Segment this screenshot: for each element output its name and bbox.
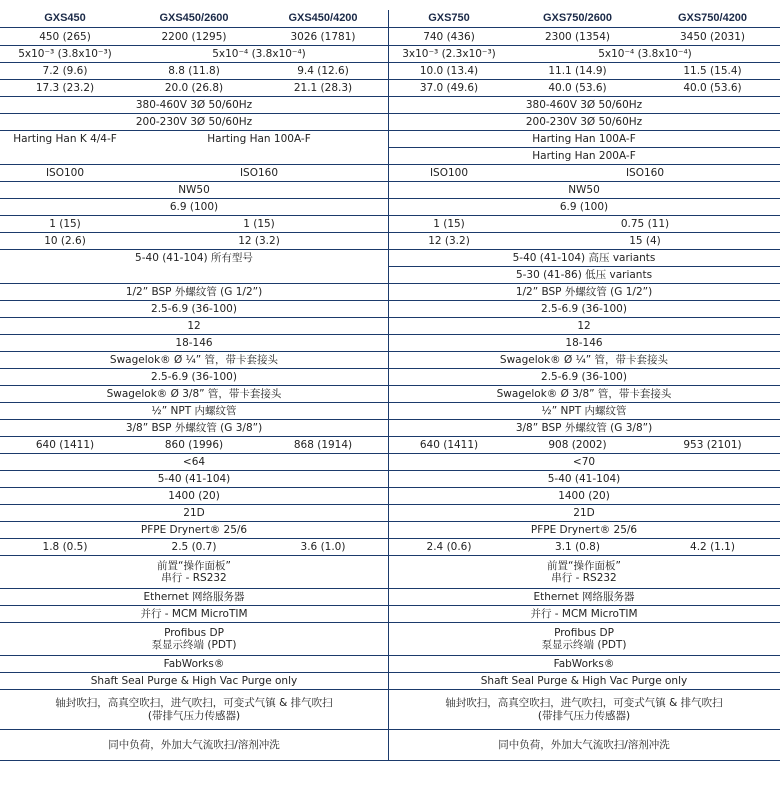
table-row (0, 46, 780, 63)
spec-value: <64 (182, 455, 206, 468)
table-row (0, 522, 780, 539)
spec-value: 6.9 (100) (559, 200, 609, 213)
spec-value: 3.6 (1.0) (300, 540, 346, 553)
spec-value: 15 (4) (629, 234, 661, 247)
model-header: GXS750 (428, 12, 470, 25)
spec-value: Shaft Seal Purge & High Vac Purge only (480, 674, 688, 687)
table-row (0, 589, 780, 606)
spec-value: 1 (15) (49, 217, 81, 230)
model-header: GXS450/4200 (288, 12, 358, 25)
table-row (0, 80, 780, 97)
table-row (0, 97, 780, 114)
spec-value-line: Profibus DP (554, 626, 614, 639)
table-row (0, 131, 780, 148)
table-row (0, 386, 780, 403)
spec-value: 10 (2.6) (44, 234, 86, 247)
table-row (0, 623, 780, 656)
spec-value: 3450 (2031) (680, 30, 745, 43)
model-header: GXS450/2600 (159, 12, 229, 25)
spec-value: 1 (15) (433, 217, 465, 230)
spec-value: PFPE Drynert® 25/6 (530, 523, 638, 536)
spec-value: 17.3 (23.2) (35, 81, 95, 94)
table-row (0, 437, 780, 454)
spec-value: 12 (3.2) (238, 234, 280, 247)
spec-value: Swagelok® Ø ¼” 管，带卡套接头 (109, 353, 279, 366)
table-row (0, 250, 780, 267)
spec-value: 640 (1411) (419, 438, 479, 451)
table-row (0, 233, 780, 250)
spec-value: 908 (2002) (548, 438, 607, 451)
spec-value: 20.0 (26.8) (164, 81, 224, 94)
table-row (0, 352, 780, 369)
spec-value: 5x10⁻⁴ (3.8x10⁻⁴) (212, 47, 306, 60)
spec-value-line: 轴封吹扫，高真空吹扫，进气吹扫，可变式气镇 & 排气吹扫 (55, 697, 333, 710)
table-row (0, 656, 780, 673)
spec-value: 1400 (20) (168, 489, 220, 502)
spec-value: 450 (265) (39, 30, 91, 43)
spec-value-line: (带排气压力传感器) (147, 709, 241, 722)
spec-value: 2.5-6.9 (36-100) (541, 302, 627, 315)
model-header: GXS450 (44, 12, 86, 25)
spec-value: 12 (187, 319, 201, 332)
table-row (0, 199, 780, 216)
spec-value: 953 (2101) (683, 438, 742, 451)
table-row (0, 114, 780, 131)
model-header: GXS750/4200 (677, 12, 748, 25)
header-row (0, 10, 780, 28)
model-header: GXS750/2600 (542, 12, 613, 25)
spec-value-line: 轴封吹扫，高真空吹扫，进气吹扫，可变式气镇 & 排气吹扫 (445, 697, 723, 710)
table-row (0, 730, 780, 761)
table-row (0, 471, 780, 488)
spec-value: 380-460V 3Ø 50/60Hz (135, 98, 253, 111)
table-row (0, 284, 780, 301)
table-row (0, 505, 780, 522)
spec-value: 2.5-6.9 (36-100) (151, 302, 237, 315)
spec-value: ½” NPT 内螺纹管 (151, 404, 237, 417)
spec-value: 12 (3.2) (428, 234, 470, 247)
table-row (0, 488, 780, 505)
spec-value-line: 泵显示终端 (PDT) (541, 639, 627, 651)
spec-value: 12 (577, 319, 591, 332)
table-row (0, 335, 780, 352)
spec-value: ISO100 (45, 166, 85, 179)
spec-value (388, 690, 780, 729)
spec-value: Harting Han 100A-F (532, 133, 636, 146)
spec-value: 21D (573, 506, 595, 519)
table-row (0, 369, 780, 386)
spec-value-line: 前置“操作面板” (157, 559, 231, 572)
spec-value: 8.8 (11.8) (168, 64, 220, 77)
table-row (0, 29, 780, 46)
spec-value (0, 690, 388, 729)
table-row (0, 403, 780, 420)
spec-value: ISO160 (239, 166, 279, 179)
spec-value: 2200 (1295) (161, 30, 227, 43)
spec-value: ISO100 (429, 166, 469, 179)
spec-value: PFPE Drynert® 25/6 (140, 523, 248, 536)
spec-value: FabWorks® (163, 657, 225, 670)
center-divider (388, 10, 389, 761)
table-row (0, 318, 780, 335)
spec-value: 并行 - MCM MicroTIM (530, 607, 638, 620)
spec-value: 5-40 (41-104) 所有型号 (135, 252, 253, 265)
table-row (0, 539, 780, 556)
spec-value: <70 (572, 455, 596, 468)
spec-value: 4.2 (1.1) (690, 540, 735, 553)
spec-value: 18-146 (565, 336, 603, 349)
spec-value: 同中负荷，外加大气流吹扫/溶剂冲洗 (498, 738, 670, 751)
spec-value-line: Profibus DP (164, 626, 224, 639)
spec-value: 3.1 (0.8) (555, 540, 600, 553)
spec-value: 5-30 (41-86) 低压 variants (515, 268, 653, 281)
spec-value: 37.0 (49.6) (419, 81, 479, 94)
table-row (0, 63, 780, 80)
spec-value: 5-40 (41-104) (157, 472, 231, 485)
spec-value (0, 623, 388, 655)
spec-value: 并行 - MCM MicroTIM (140, 607, 248, 620)
spec-value: 5x10⁻⁴ (3.8x10⁻⁴) (598, 47, 692, 60)
spec-value: 21D (183, 506, 205, 519)
spec-value: 1.8 (0.5) (42, 540, 88, 553)
spec-value: 40.0 (53.6) (683, 81, 742, 94)
spec-value: 11.5 (15.4) (683, 64, 742, 77)
table-row (0, 182, 780, 199)
table-row (0, 420, 780, 437)
table-row (0, 216, 780, 233)
spec-value: Swagelok® Ø 3/8” 管，带卡套接头 (106, 387, 282, 400)
spec-value: 2.5-6.9 (36-100) (541, 370, 627, 383)
spec-value: NW50 (178, 183, 210, 196)
table-row (0, 606, 780, 623)
spec-value: 860 (1996) (164, 438, 224, 451)
spec-value: 9.4 (12.6) (297, 64, 349, 77)
spec-value: 3/8” BSP 外螺纹管 (G 3/8”) (125, 421, 263, 434)
spec-value: Harting Han K 4/4-F (13, 133, 117, 146)
spec-value: 200-230V 3Ø 50/60Hz (135, 115, 253, 128)
spec-value: 1400 (20) (558, 489, 610, 502)
spec-value-line: 前置“操作面板” (547, 559, 621, 572)
spec-value: 7.2 (9.6) (42, 64, 88, 77)
spec-value: ISO160 (625, 166, 665, 179)
spec-value: 5x10⁻³ (3.8x10⁻³) (18, 47, 112, 60)
spec-value-line: 串行 - RS232 (551, 572, 617, 584)
spec-value: Swagelok® Ø ¼” 管，带卡套接头 (499, 353, 669, 366)
spec-value: 1 (15) (243, 217, 275, 230)
spec-value: 11.1 (14.9) (548, 64, 607, 77)
spec-value: 2.5 (0.7) (171, 540, 217, 553)
table-row (0, 673, 780, 690)
spec-value: 3026 (1781) (290, 30, 356, 43)
spec-value: 1/2” BSP 外螺纹管 (G 1/2”) (515, 285, 653, 298)
table-row (0, 148, 780, 165)
spec-value: 21.1 (28.3) (293, 81, 353, 94)
spec-value (388, 623, 780, 655)
spec-value: 18-146 (175, 336, 213, 349)
spec-value: Ethernet 网络服务器 (533, 590, 635, 603)
table-row (0, 165, 780, 182)
table-row (0, 267, 780, 284)
spec-value: 10.0 (13.4) (419, 64, 479, 77)
table-row (0, 690, 780, 730)
spec-value: 3x10⁻³ (2.3x10⁻³) (402, 47, 496, 60)
spec-value: 2300 (1354) (545, 30, 610, 43)
spec-value: 2.5-6.9 (36-100) (151, 370, 237, 383)
spec-value: 2.4 (0.6) (426, 540, 472, 553)
spec-value: 380-460V 3Ø 50/60Hz (525, 98, 643, 111)
spec-value: Shaft Seal Purge & High Vac Purge only (90, 674, 298, 687)
spec-value (388, 556, 780, 588)
spec-value: 同中负荷，外加大气流吹扫/溶剂冲洗 (108, 738, 280, 751)
spec-value: 5-40 (41-104) 高压 variants (512, 252, 656, 265)
spec-value: Swagelok® Ø 3/8” 管，带卡套接头 (496, 387, 672, 400)
spec-value: 740 (436) (423, 30, 475, 43)
spec-value: 40.0 (53.6) (548, 81, 607, 94)
spec-value: Ethernet 网络服务器 (143, 590, 245, 603)
spec-value: 200-230V 3Ø 50/60Hz (525, 115, 643, 128)
spec-value: 1/2” BSP 外螺纹管 (G 1/2”) (125, 285, 263, 298)
spec-value: Harting Han 100A-F (207, 133, 311, 146)
spec-value: 6.9 (100) (169, 200, 219, 213)
spec-value: ½” NPT 内螺纹管 (541, 404, 627, 417)
spec-value (0, 556, 388, 588)
spec-value-line: 泵显示终端 (PDT) (151, 639, 237, 651)
table-row (0, 556, 780, 589)
spec-value: Harting Han 200A-F (532, 149, 636, 162)
spec-value-line: 串行 - RS232 (161, 572, 227, 584)
spec-value: FabWorks® (553, 657, 615, 670)
spec-value: 3/8” BSP 外螺纹管 (G 3/8”) (515, 421, 653, 434)
spec-value-line: (带排气压力传感器) (537, 709, 631, 722)
spec-value: 0.75 (11) (620, 217, 670, 230)
table-row (0, 454, 780, 471)
spec-value: NW50 (568, 183, 600, 196)
spec-value: 640 (1411) (35, 438, 95, 451)
spec-value: 5-40 (41-104) (547, 472, 621, 485)
table-row (0, 301, 780, 318)
spec-value: 868 (1914) (293, 438, 353, 451)
